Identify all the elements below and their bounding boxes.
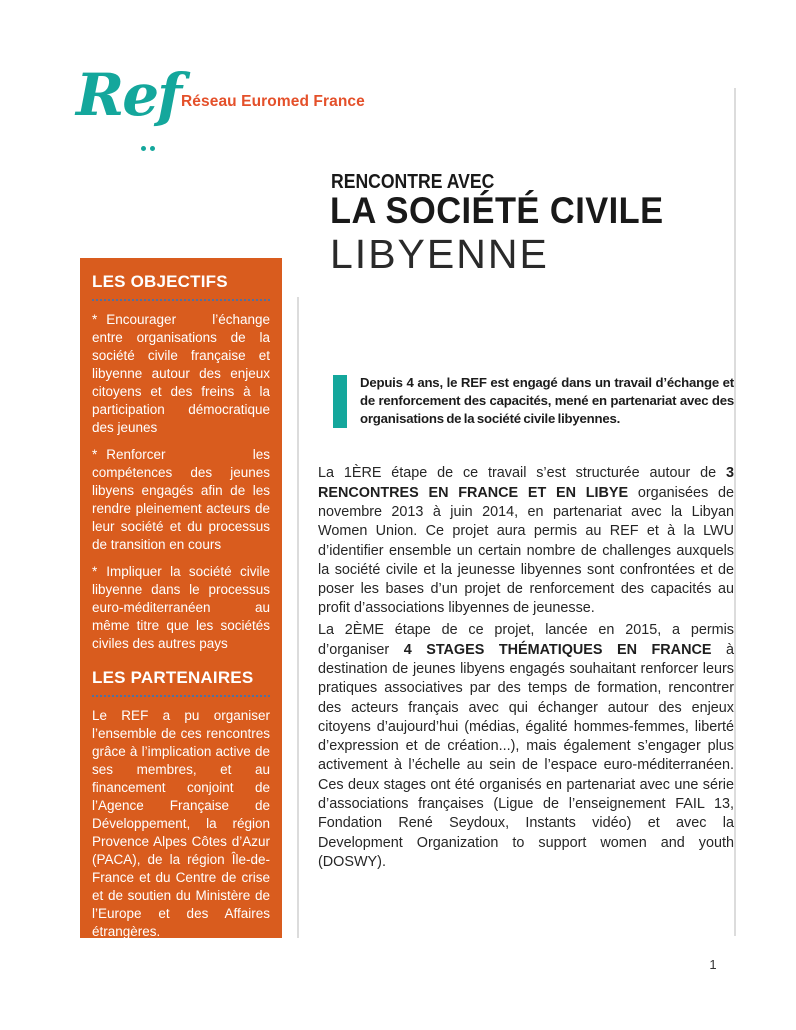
- paragraph-segment: La 1ÈRE étape de ce travail s’est structurée autour de: [318, 465, 726, 482]
- ref-logo-icon: Ref: [76, 61, 181, 129]
- objective-item: [92, 446, 270, 554]
- dotted-separator: [92, 695, 270, 697]
- left-column-rule: [297, 297, 299, 938]
- partners-text: Le REF a pu organiser l’ensemble de ces rencontres grâce à l’implication active de ses membres, et au financement conjoint de l’Agence Française de Développement, la région Provence Alpes Côtes d’Azur (PACA), de la région Île-de-France et du Centre de crise et de soutien du Ministère de l’Europe et des Affaires étrangères.: [92, 708, 270, 938]
- page-title-line1: LA SOCIÉTÉ CIVILE: [330, 190, 664, 231]
- bullet-star-icon: *: [92, 312, 98, 327]
- objective-text: Renforcer les compétences des jeunes libyens engagés afin de les rendre pleinement acteurs de leur société et du processus de transition en cours: [92, 447, 270, 552]
- objective-text: Encourager l’échange entre organisations de la société civile française et libyenne autour des enjeux citoyens et des freins à la participation démocratique des jeunes: [92, 312, 270, 435]
- ref-logo-dot-icon: [150, 146, 155, 151]
- right-column-rule: [734, 88, 736, 936]
- paragraph-segment-bold: 4 STAGES THÉMATIQUES EN FRANCE: [403, 641, 712, 658]
- paragraph-segment: à destination de jeunes libyens engagés souhaitant renforcer leurs pratiques associatives par des temps de formation, rencontrer des acteurs français avec qui échanger autour des enjeux citoyens d’aujourd’hui (médias, égalité hommes-femmes, liberté d’expression et de création...), mais également s’engager plus activement à l’échelle au sein de l’espace euro-méditerranéen. Ces deux stages ont été organisés en partenariat avec une série d’associations françaises (Ligue de l’enseignement FAIL 13, Fondation René Seydoux, Instants vidéo) et avec la Development Organization to support women and youth (DOSWY).: [318, 641, 734, 870]
- bullet-star-icon: *: [92, 564, 98, 579]
- dotted-separator: [92, 299, 270, 301]
- title-kicker: RENCONTRE AVEC: [331, 171, 495, 193]
- body-paragraph: [318, 621, 734, 872]
- objectives-heading: LES OBJECTIFS: [92, 272, 228, 291]
- page-number: 1: [709, 957, 717, 972]
- body-paragraph: [318, 464, 734, 618]
- bullet-star-icon: *: [92, 447, 98, 462]
- paragraph-segment: La 2ÈME étape de ce projet, lancée en 2015, a permis d’organiser: [318, 622, 734, 658]
- logo-org-name: Réseau Euromed France: [181, 93, 365, 110]
- intro-accent-bar: [333, 375, 347, 428]
- paragraph-segment-bold: 3 RENCONTRES EN FRANCE ET EN LIBYE: [318, 465, 734, 501]
- paragraph-segment: organisées de novembre 2013 à juin 2014, en partenariat avec la Libyan Women Union. Ce projet aura permis au REF et à la LWU d’identifier ensemble un certain nombre de challenges auxquels la société civile et la jeunesse libyennes sont confrontées et de poser les bases d’un projet de renforcement des capacités au profit d’associations libyennes de jeunesse.: [318, 484, 734, 617]
- ref-logo-dot-icon: [141, 146, 146, 151]
- partners-heading: LES PARTENAIRES: [92, 668, 254, 687]
- sidebar-panel: [80, 258, 282, 938]
- objective-item: [92, 311, 270, 437]
- objective-text: Impliquer la société civile libyenne dans le processus euro-méditerranéen au même titre que les sociétés civiles des autres pays: [92, 564, 270, 651]
- page-title-line2: LIBYENNE: [330, 231, 549, 277]
- intro-paragraph: Depuis 4 ans, le REF est engagé dans un travail d’échange et de renforcement des capacités, mené en partenariat avec des organisations de la société civile libyennes.: [360, 375, 734, 426]
- objective-item: [92, 563, 270, 653]
